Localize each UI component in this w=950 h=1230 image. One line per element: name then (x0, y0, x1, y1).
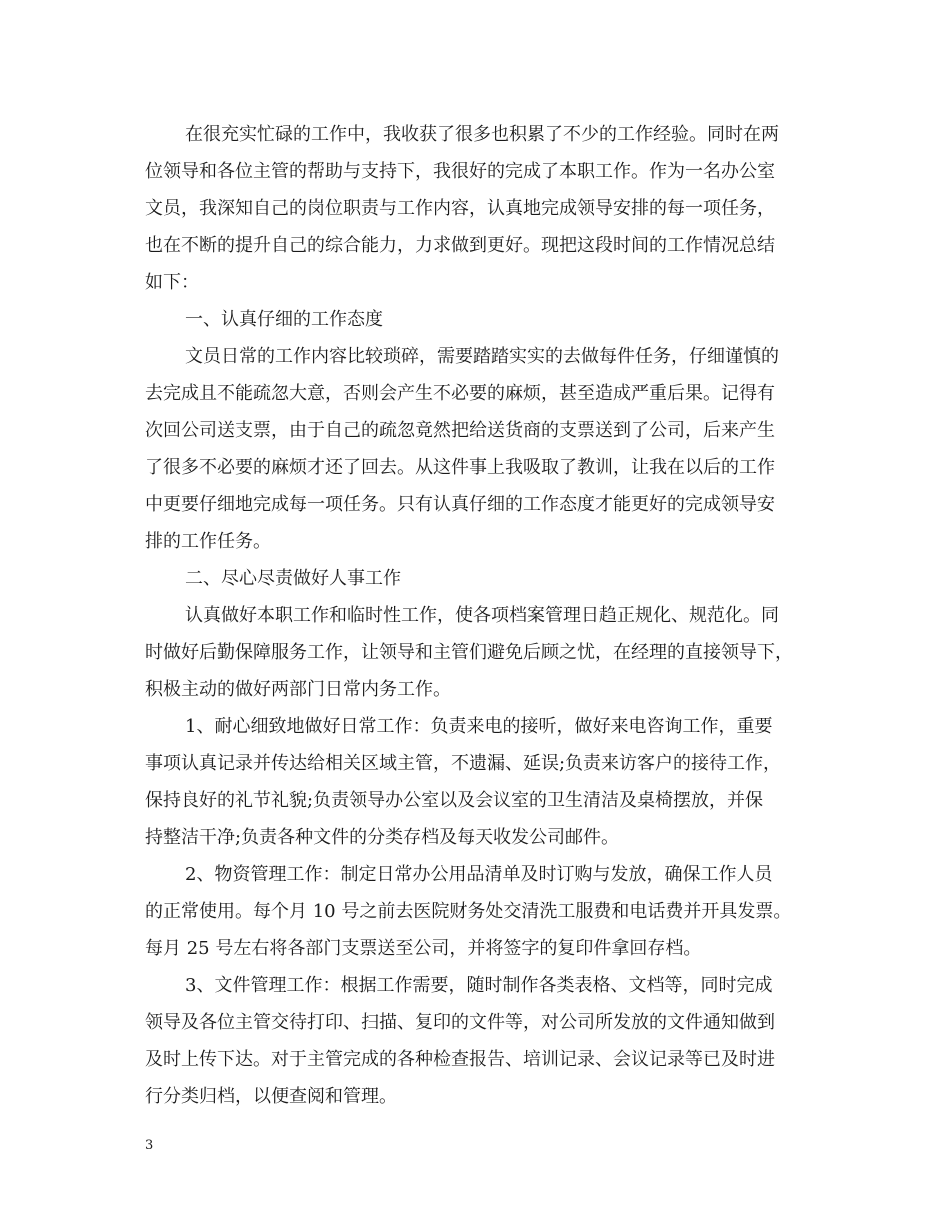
text-line: 在很充实忙碌的工作中，我收获了很多也积累了不少的工作经验。同时在两 (185, 124, 779, 145)
text-line: 中更要仔细地完成每一项任务。只有认真仔细的工作态度才能更好的完成领导安 (145, 494, 775, 515)
text-line: 3、文件管理工作：根据工作需要，随时制作各类表格、文档等，同时完成 (185, 975, 773, 996)
text-line: 认真做好本职工作和临时性工作，使各项档案管理日趋正规化、规范化。同 (185, 605, 779, 626)
text-line: 1、耐心细致地做好日常工作：负责来电的接听，做好来电咨询工作，重要 (185, 716, 773, 737)
text-line: 文员，我深知自己的岗位职责与工作内容，认真地完成领导安排的每一项任务， (145, 198, 775, 219)
text-line: 行分类归档，以便查阅和管理。 (145, 1086, 397, 1107)
text-line: 领导及各位主管交待打印、扫描、复印的文件等，对公司所发放的文件通知做到 (145, 1012, 775, 1033)
text-line: 每月 25 号左右将各部门支票送至公司，并将签字的复印件拿回存档。 (145, 938, 702, 959)
text-line: 及时上传下达。对于主管完成的各种检查报告、培训记录、会议记录等已及时进 (145, 1049, 775, 1070)
text-line: 如下： (145, 272, 199, 293)
text-line: 去完成且不能疏忽大意，否则会产生不必要的麻烦，甚至造成严重后果。记得有 (145, 383, 775, 404)
text-line: 二、尽心尽责做好人事工作 (185, 568, 401, 589)
text-line: 保持良好的礼节礼貌;负责领导办公室以及会议室的卫生清洁及桌椅摆放，并保 (145, 790, 764, 811)
text-line: 2、物资管理工作：制定日常办公用品清单及时订购与发放，确保工作人员 (185, 864, 773, 885)
text-line: 积极主动的做好两部门日常内务工作。 (145, 679, 451, 700)
page-number: 3 (145, 1138, 154, 1153)
text-line: 次回公司送支票，由于自己的疏忽竟然把给送货商的支票送到了公司，后来产生 (145, 420, 775, 441)
text-line: 了很多不必要的麻烦才还了回去。从这件事上我吸取了教训，让我在以后的工作 (145, 457, 775, 478)
text-line: 事项认真记录并传达给相关区域主管，不遗漏、延误;负责来访客户的接待工作， (145, 753, 782, 774)
text-line: 位领导和各位主管的帮助与支持下，我很好的完成了本职工作。作为一名办公室 (145, 161, 775, 182)
text-line: 一、认真仔细的工作态度 (185, 309, 383, 330)
text-line: 持整洁干净;负责各种文件的分类存档及每天收发公司邮件。 (145, 827, 620, 848)
text-line: 时做好后勤保障服务工作，让领导和主管们避免后顾之忧，在经理的直接领导下， (145, 642, 793, 663)
text-line: 的正常使用。每个月 10 号之前去医院财务处交清洗工服费和电话费并开具发票。 (145, 901, 792, 922)
text-line: 排的工作任务。 (145, 531, 271, 552)
text-line: 文员日常的工作内容比较琐碎，需要踏踏实实的去做每件任务，仔细谨慎的 (185, 346, 779, 367)
text-line: 也在不断的提升自己的综合能力，力求做到更好。现把这段时间的工作情况总结 (145, 235, 775, 256)
body-text (145, 116, 810, 1115)
